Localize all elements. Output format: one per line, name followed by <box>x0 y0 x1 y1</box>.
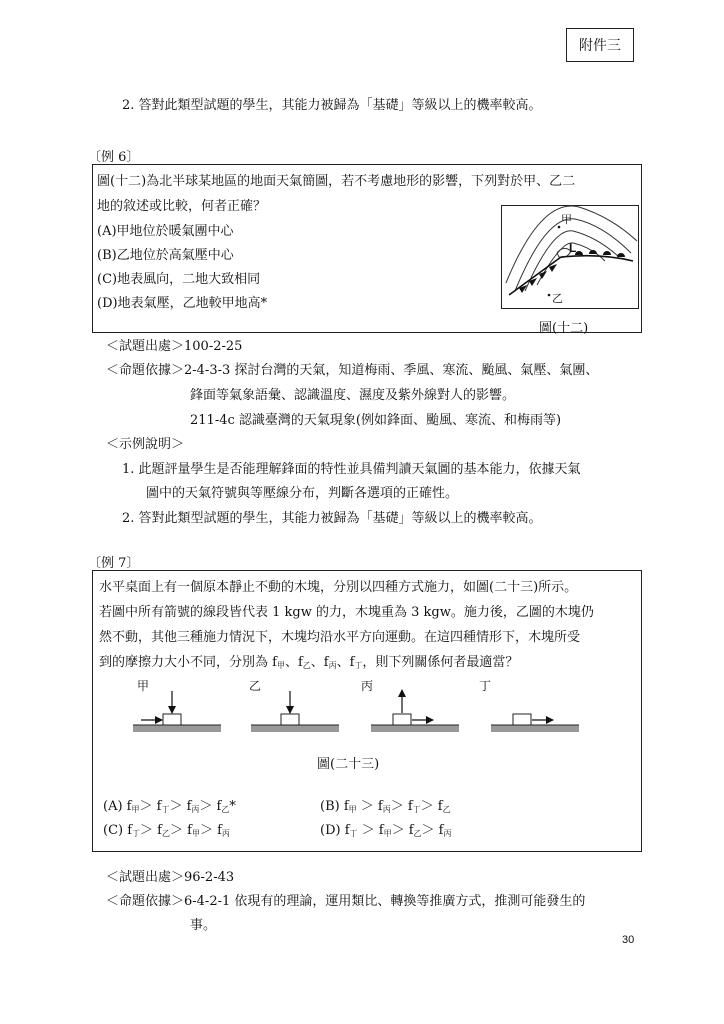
ex6-basis-line: 鋒面等氣象語彙、認識溫度、濕度及紫外線對人的影響。 <box>190 388 516 403</box>
option-a: (A)甲地位於暖氣團中心 <box>97 224 234 239</box>
diagram-label-yi: 乙 <box>249 679 262 693</box>
ex6-basis-line: 211-4c 認識臺灣的天氣現象(例如鋒面、颱風、寒流、和梅雨等) <box>190 413 562 428</box>
option-c: (C) $f_丁> f_乙> f_甲> f_丙$ <box>103 823 230 838</box>
attachment-tag: 附件三 <box>566 28 634 62</box>
diagram-jia <box>133 691 221 732</box>
diagram-yi <box>251 691 339 732</box>
option-b: (B) $f_甲 > f_丙> f_丁> f_乙$ <box>320 799 451 814</box>
ex7-basis-line: 事。 <box>190 918 217 933</box>
force-diagrams-figure <box>131 685 611 747</box>
example-7-label: 〔例 7〕 <box>88 556 140 571</box>
point-jia-label: 甲 <box>561 213 572 226</box>
diagram-label-bing: 丙 <box>361 679 374 693</box>
weather-map-figure <box>501 205 639 309</box>
point-jia-dot <box>558 226 561 229</box>
ex6-explain-item: 圖中的天氣符號與等壓線分布，判斷各選項的正確性。 <box>146 486 459 501</box>
diagram-ding <box>491 714 579 732</box>
diagram-label-jia: 甲 <box>137 679 150 693</box>
point-yi-dot <box>548 294 551 297</box>
point-yi-label: 乙 <box>552 292 563 305</box>
figure-23-caption: 圖(二十三) <box>317 757 380 772</box>
option-d: (D) $f_丁 > f_甲> f_乙> f_丙$ <box>320 823 452 838</box>
top-list-item: 2. 答對此類型試題的學生，其能力被歸為「基礎」等級以上的機率較高。 <box>122 98 542 113</box>
question-line: 到的摩擦力大小不同，分別為 $f_甲$、$f_乙$、$f_丙$、$f_丁$，則下列關係何者最適當？ <box>99 655 519 670</box>
example-6-question-box <box>92 164 642 336</box>
diagram-bing <box>371 690 459 732</box>
question-line: 然不動，其他三種施力情況下，木塊均沿水平方向運動。在這四種情形下，木塊所受 <box>99 630 581 645</box>
example-6-label: 〔例 6〕 <box>88 150 140 165</box>
ex7-basis-line: ＜命題依據＞6-4-2-1 依現有的理論，運用類比、轉換等推廣方式，推測可能發生的 <box>106 894 586 909</box>
question-line: 若圖中所有箭號的線段皆代表 1 kgw 的力，木塊重為 3 kgw。施力後，乙圖的木塊仍 <box>99 605 594 620</box>
ex6-explain-item: 1. 此題評量學生是否能理解鋒面的特性並具備判讀天氣圖的基本能力，依據天氣 <box>122 462 581 477</box>
ex7-source: ＜試題出處＞96-2-43 <box>106 870 235 885</box>
option-a: (A) $f_甲> f_丁> f_丙> f_乙*$ <box>103 799 236 814</box>
option-c: (C)地表風向，二地大致相同 <box>97 272 261 287</box>
question-line: 圖(十二)為北半球某地區的地面天氣簡圖，若不考慮地形的影響，下列對於甲、乙二 <box>97 174 576 189</box>
example-7-question-box <box>92 570 642 852</box>
option-b: (B)乙地位於高氣壓中心 <box>97 248 234 263</box>
page-number: 30 <box>622 934 635 946</box>
ex6-explain-item: 2. 答對此類型試題的學生，其能力被歸為「基礎」等級以上的機率較高。 <box>122 511 542 526</box>
question-line: 水平桌面上有一個原本靜止不動的木塊，分別以四種方式施力，如圖(二十三)所示。 <box>99 580 578 595</box>
diagram-label-ding: 丁 <box>479 679 492 693</box>
low-pressure-label: L <box>569 241 577 255</box>
ex6-basis-line: ＜命題依據＞2-4-3-3 探討台灣的天氣，知道梅雨、季風、寒流、颱風、氣壓、氣團、 <box>106 363 599 378</box>
option-d: (D)地表氣壓，乙地較甲地高* <box>97 296 268 311</box>
figure-12-caption: 圖(十二) <box>539 321 589 336</box>
ex6-source: ＜試題出處＞100-2-25 <box>106 339 243 354</box>
ex6-explain-label: ＜示例說明＞ <box>106 437 185 452</box>
question-line: 地的敘述或比較，何者正確？ <box>97 199 267 214</box>
